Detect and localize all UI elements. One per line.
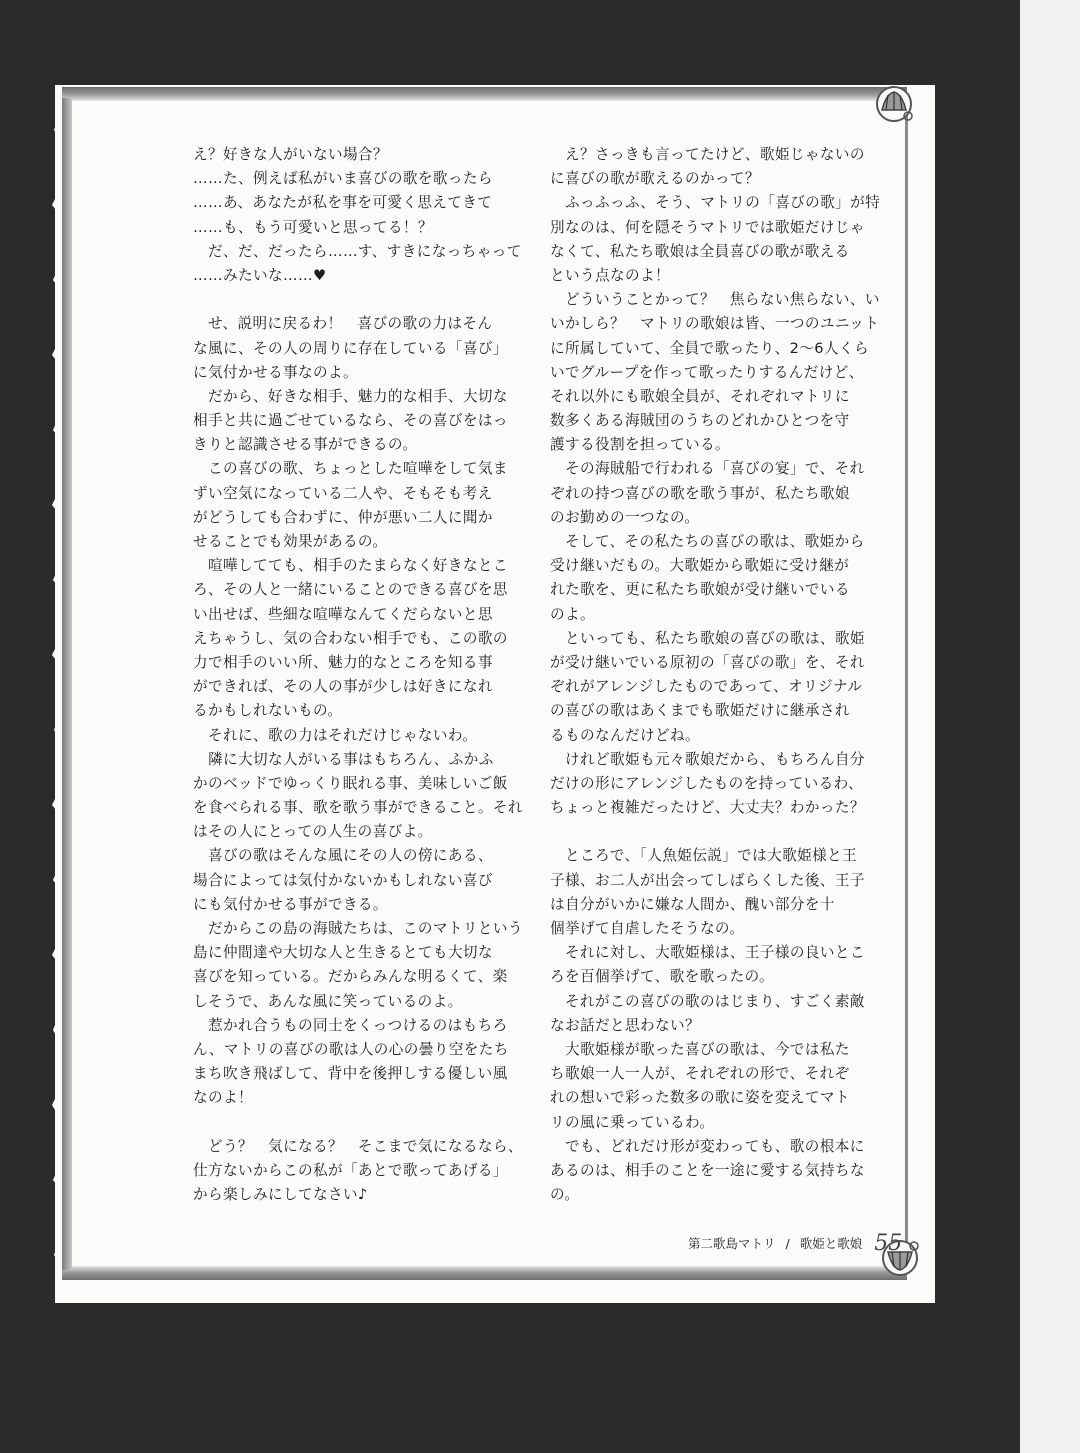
text-line: を食べられる事、歌を歌う事ができること。それ (193, 799, 523, 817)
text-line: ……みたいな……♥ (193, 266, 327, 284)
text-line: ……あ、あなたが私を事を可愛く思えてきて (193, 194, 493, 212)
text-line: 場合によっては気付かないかもしれない喜び (193, 871, 493, 889)
text-line: に喜びの歌が歌えるのかって？ (550, 170, 760, 188)
text-line: のお勤めの一つなの。 (550, 508, 700, 526)
text-line: どう？ 気になる？ そこまで気になるなら、 (193, 1137, 523, 1155)
footer-separator: / (785, 1235, 790, 1251)
text-line: の。 (550, 1186, 580, 1204)
text-line: に所属していて、全員で歌ったり、2～6人くら (550, 339, 869, 357)
text-line: ん、マトリの喜びの歌は人の心の曇り空をたち (193, 1040, 509, 1058)
text-line: だからこの島の海賊たちは、このマトリという (193, 920, 523, 937)
text-line: れた歌を、更に私たち歌娘が受け継いでいる (550, 581, 850, 599)
text-line: 子様、お二人が出会ってしばらくした後、王子 (550, 871, 865, 889)
frame-left-border (62, 98, 72, 1270)
shell-ornament-icon (872, 82, 916, 126)
text-line: 仕方ないからこの私が「あとで歌ってあげる」 (193, 1161, 508, 1179)
text-line: といっても、私たち歌娘の喜びの歌は、歌姫 (550, 629, 865, 647)
text-line (193, 288, 533, 312)
text-line: ずい空気になっている二人や、そもそも考え (193, 484, 493, 502)
text-line: 大歌姫様が歌った喜びの歌は、今では私た (550, 1040, 850, 1058)
text-line: その海賊船で行われる「喜びの宴」で、それ (550, 460, 865, 478)
scanner-edge (1020, 0, 1080, 1453)
text-line: けれど歌姫も元々歌娘だから、もちろん自分 (550, 750, 865, 768)
text-line (193, 1111, 533, 1135)
text-line: から楽しみにしてなさい♪ (193, 1186, 368, 1204)
text-line: ……も、もう可愛いと思ってる！？ (193, 218, 433, 236)
text-line: リの風に乗っているわ。 (550, 1113, 715, 1131)
text-line: 数多くある海賊団のうちのどれかひとつを守 (550, 412, 850, 430)
footer-section-title: 第二歌島マトリ (688, 1236, 776, 1251)
text-line: せ、説明に戻るわ！ 喜びの歌の力はそん (193, 315, 493, 333)
text-line: ろを百個挙げて、歌を歌ったの。 (550, 968, 775, 986)
text-line: な風に、その人の周りに存在している「喜び」 (193, 339, 508, 357)
text-line: だから、好きな相手、魅力的な相手、大切な (193, 387, 508, 405)
text-line: ちょっと複雑だったけど、大丈夫？わかった？ (550, 799, 865, 817)
text-line: ぞれがアレンジしたものであって、オリジナル (550, 678, 863, 696)
text-line: え？好きな人がいない場合？ (193, 146, 388, 163)
text-line: この喜びの歌、ちょっとした喧嘩をして気ま (193, 460, 508, 478)
text-line: しそうで、あんな風に笑っているのよ。 (193, 992, 463, 1010)
text-line: それ以外にも歌娘全員が、それぞれマトリに (550, 387, 850, 405)
page-footer (688, 1231, 902, 1255)
text-line: に気付かせる事なのよ。 (193, 363, 358, 381)
frame-top-border (62, 87, 907, 101)
text-line: のよ。 (550, 605, 595, 623)
text-line: ……た、例えば私がいま喜びの歌を歌ったら (193, 170, 493, 188)
right-text-column (550, 143, 880, 1207)
text-line: どういうことかって？ 焦らない焦らない、い (550, 291, 880, 309)
text-line: 隣に大切な人がいる事はもちろん、ふかふ (193, 750, 494, 768)
text-line: ふっふっふ、そう、マトリの「喜びの歌」が特 (550, 194, 881, 212)
text-line: え？さっきも言ってたけど、歌姫じゃないの (550, 146, 865, 163)
text-line: 島に仲間達や大切な人と生きるとても大切な (193, 944, 493, 962)
frame-right-border (905, 112, 908, 1242)
text-line: 別なのは、何を隠そうマトリでは歌姫だけじゃ (550, 218, 865, 236)
text-line: せることでも効果があるの。 (193, 533, 388, 550)
text-line: えちゃうし、気の合わない相手でも、この歌の (193, 629, 508, 647)
text-line: かのベッドでゆっくり眠れる事、美味しいご飯 (193, 774, 508, 792)
text-line: は自分がいかに嫌な人間か、醜い部分を十 (550, 895, 835, 913)
text-line: まち吹き飛ばして、背中を後押しする優しい風 (193, 1065, 508, 1083)
text-line: ろ、その人と一緒にいることのできる喜びを思 (193, 581, 508, 599)
text-line: いでグループを作って歌ったりするんだけど、 (550, 363, 864, 381)
left-text-column (193, 143, 533, 1207)
text-line: が受け継いでいる原初の「喜びの歌」を、それ (550, 653, 865, 671)
text-line: にも気付かせる事ができる。 (193, 895, 388, 913)
text-line: るかもしれないもの。 (193, 702, 343, 720)
text-line: 喧嘩してても、相手のたまらなく好きなとこ (193, 557, 508, 575)
text-line: 護する役割を担っている。 (550, 436, 730, 454)
text-line: ところで、「人魚姫伝説」では大歌姫様と王 (550, 847, 858, 865)
text-line: 惹かれ合うもの同士をくっつけるのはもちろ (193, 1016, 508, 1034)
text-line: それがこの喜びの歌のはじまり、すごく素敵 (550, 992, 865, 1010)
text-line: なくて、私たち歌娘は全員喜びの歌が歌える (550, 242, 850, 260)
text-line: でも、どれだけ形が変わっても、歌の根本に (550, 1137, 865, 1155)
text-line: それに対し、大歌姫様は、王子様の良いとこ (550, 944, 865, 962)
text-line: の喜びの歌はあくまでも歌姫だけに継承され (550, 702, 850, 720)
text-line: いかしら？ マトリの歌娘は皆、一つのユニット (550, 315, 880, 333)
text-line: だ、だ、だったら……す、すきになっちゃって (193, 242, 522, 260)
text-line: あるのは、相手のことを一途に愛する気持ちな (550, 1161, 865, 1179)
text-line (550, 820, 880, 844)
text-line: 喜びを知っている。だからみんな明るくて、楽 (193, 968, 508, 986)
text-line: という点なのよ！ (550, 266, 670, 284)
text-line: がどうしても合わずに、仲が悪い二人に聞か (193, 508, 493, 526)
page-number: 55 (874, 1230, 903, 1256)
text-line: きりと認識させる事ができるの。 (193, 436, 418, 454)
text-line: 相手と共に過ごせているなら、その喜びをはっ (193, 412, 508, 430)
text-line: 受け継いだもの。大歌姫から歌姫に受け継が (550, 557, 850, 575)
text-line: 力で相手のいい所、魅力的なところを知る事 (193, 653, 493, 671)
text-line: なお話だと思わない？ (550, 1016, 700, 1034)
text-line: そして、その私たちの喜びの歌は、歌姫から (550, 533, 865, 550)
text-line: ができれば、その人の事が少しは好きになれ (193, 678, 493, 696)
text-line: はその人にとっての人生の喜びよ。 (193, 823, 433, 841)
text-line: れの想いで彩った数多の歌に姿を変えてマト (550, 1089, 850, 1107)
text-line: るものなんだけどね。 (550, 726, 700, 744)
footer-chapter-title: 歌姫と歌娘 (799, 1236, 863, 1251)
text-line: 個挙げて自虐したそうなの。 (550, 920, 745, 937)
frame-bottom-border (62, 1266, 907, 1280)
text-line: い出せば、些細な喧嘩なんてくだらないと思 (193, 605, 493, 623)
text-line: だけの形にアレンジしたものを持っているわ、 (550, 774, 863, 792)
text-line: 喜びの歌はそんな風にその人の傍にある、 (193, 847, 493, 865)
text-line: それに、歌の力はそれだけじゃないわ。 (193, 726, 478, 744)
text-line: ぞれの持つ喜びの歌を歌う事が、私たち歌娘 (550, 484, 850, 502)
text-line: なのよ！ (193, 1089, 253, 1107)
text-line: ち歌娘一人一人が、それぞれの形で、それぞ (550, 1065, 850, 1083)
